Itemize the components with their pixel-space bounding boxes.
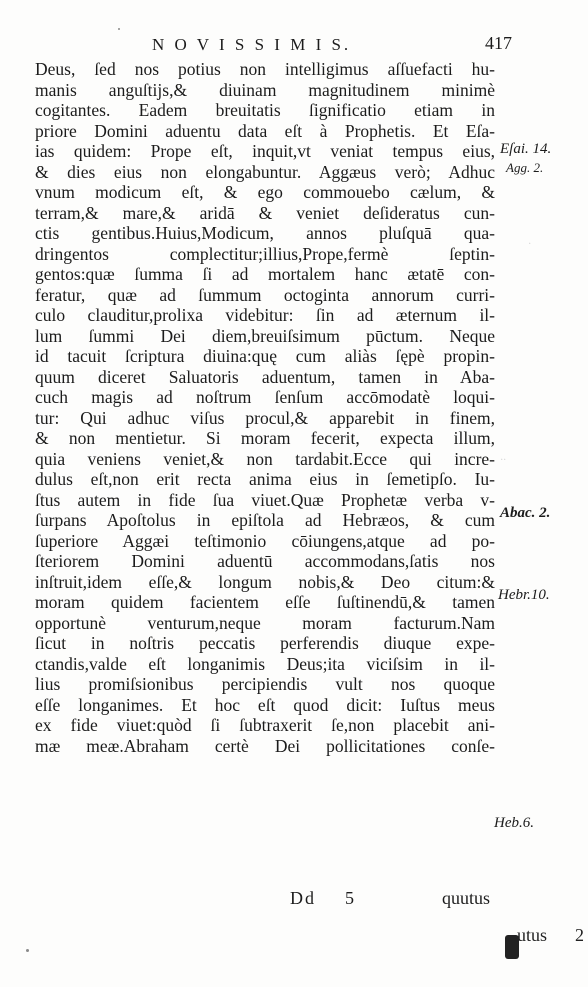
margin-note-abac: Abac. 2.: [500, 505, 551, 521]
text-line: ſteriorem Domini aduentū accommodans,ſatis nos: [35, 551, 495, 571]
text-line: gentos:quæ ſumma ſi ad mortalem hanc ætatē con-: [35, 264, 495, 284]
text-line: ſuperiore Aggæi teſtimonio cōiungens,atque ad po-: [35, 530, 495, 551]
ink-speck: [118, 28, 120, 30]
text-line: lum ſummi Dei diem,breuiſsimum pūctum. Neque: [35, 325, 495, 346]
text-line: eſſe longanimes. Et hoc eſt quod dicit: Iuſtus meus: [35, 694, 495, 715]
running-title: N O V I S S I M I S.: [152, 35, 352, 54]
text-line: & non mentietur. Si moram fecerit, expecta illum,: [35, 428, 495, 448]
ink-speck: [26, 949, 29, 952]
text-line: dulus eſt,non erit recta anima eius in ſemetipſo. Iu-: [35, 469, 495, 489]
adjacent-page-catchword: utus: [517, 925, 548, 945]
text-line: quia veniens veniet,& non tardabit.Ecce qui incre-: [35, 448, 495, 469]
margin-note-esai: Eſai. 14.: [500, 141, 552, 157]
text-line: terram,& mare,& aridā & veniet deſideratus cun-: [35, 202, 495, 223]
bleed-through-mark: ··: [500, 452, 506, 466]
signature-mark: Dd: [290, 888, 316, 908]
text-line: culo clauditur,prolixa videbitur: ſin ad æternum il-: [35, 305, 495, 325]
adjacent-page-edge: [505, 925, 588, 965]
text-line: ias quidem: Prope eſt, inquit,vt veniat tempus eius,: [35, 141, 495, 161]
margin-note-agg: Agg. 2.: [506, 160, 544, 175]
text-line: cuch magis ad noſtrum ſenſum accōmodatè loqui-: [35, 387, 495, 407]
text-line: ctis gentibus.Huius,Modicum, annos pluſquā qua-: [35, 223, 495, 243]
text-line: inſtruit,idem eſſe,& longum nobis,& Deo citum:&: [35, 571, 495, 592]
text-line: ſicut in noſtris peccatis perferendis diuque expe-: [35, 633, 495, 653]
text-line: cogitantes. Eadem breuitatis ſignificatio etiam in: [35, 100, 495, 120]
text-line: Deus, ſed nos potius non intelligimus aſſuefacti hu-: [35, 59, 495, 79]
page-footer: [290, 888, 490, 912]
text-line: id tacuit ſcriptura diuina:quę cum aliàs ſępè propin-: [35, 346, 495, 366]
text-line: opportunè venturum,neque moram facturum.Nam: [35, 612, 495, 633]
text-line: mæ meæ.Abraham certè Dei pollicitationes conſe-: [35, 735, 495, 756]
bleed-through-mark: ·: [528, 236, 531, 250]
text-line: ſtus autem in fide ſua viuet.Quæ Prophetæ verba v-: [35, 489, 495, 510]
margin-note-heb: Heb.6.: [494, 815, 534, 831]
text-line: & dies eius non elongabuntur. Aggæus verò; Adhuc: [35, 161, 495, 182]
text-line: vnum modicum eſt, & ego commouebo cælum, &: [35, 182, 495, 202]
adjacent-page-number: 2: [575, 925, 584, 945]
text-line: moram quidem facientem eſſe ſuſtinendū,& tamen: [35, 592, 495, 612]
signature-number: 5: [345, 888, 354, 908]
text-line: priore Domini aduentu data eſt à Prophetis. Et Eſa-: [35, 120, 495, 141]
running-head: [112, 33, 512, 61]
page-number: 417: [485, 33, 512, 53]
margin-note-hebr: Hebr.10.: [498, 587, 550, 603]
catchword: quutus: [441, 888, 490, 908]
text-line: ctandis,valde eſt longanimis Deus;ita viciſsim in il-: [35, 653, 495, 674]
text-line: ſurpans Apoſtolus in epiſtola ad Hebræos, & cum: [35, 510, 495, 530]
text-line: dringentos complectitur;illius,Prope,fermè ſeptin-: [35, 243, 495, 264]
body-text: [35, 59, 495, 756]
text-line: quum diceret Saluatoris aduentum, tamen in Aba-: [35, 366, 495, 387]
text-line: feratur, quæ ad ſummum octoginta annorum curri-: [35, 284, 495, 305]
text-line: tur: Qui adhuc viſus procul,& apparebit in finem,: [35, 407, 495, 428]
text-line: lius promiſsionibus percipiendis vult nos quoque: [35, 674, 495, 694]
text-line: ex fide viuet:quòd ſi ſubtraxerit ſe,non placebit ani-: [35, 715, 495, 735]
text-line: manis anguſtijs,& diuinam magnitudinem minimè: [35, 79, 495, 100]
